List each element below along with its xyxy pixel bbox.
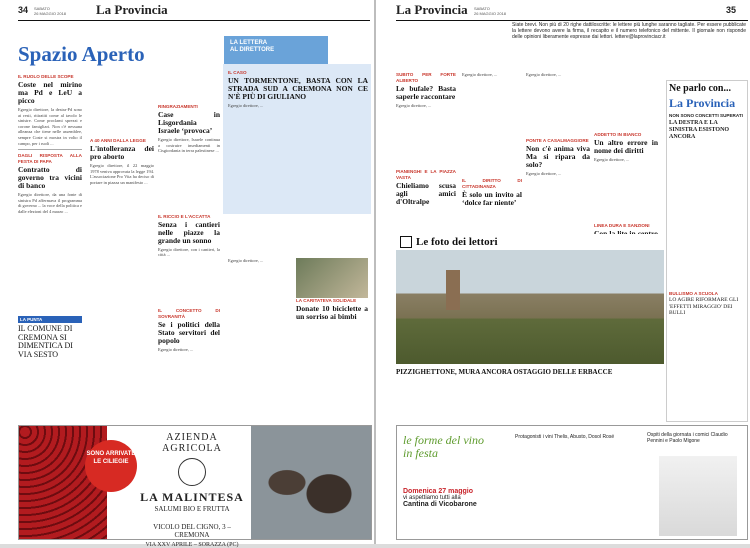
side-brand: La Provincia — [669, 96, 736, 110]
headline: Coste nel mirino ma Pd e LeU a picco — [18, 80, 82, 105]
comune-banner: LA PUNTA — [18, 316, 82, 323]
headline: Contratto di governo tra vicini di banco — [18, 165, 82, 191]
tower-shape — [446, 270, 460, 310]
kicker: SUBITO PER FORTE ALBERTO — [396, 72, 456, 83]
kicker: PIANENGHI E LA PIAZZA VASTA — [396, 168, 456, 180]
article-body: Egregio direttore, ... — [228, 103, 264, 108]
column-5 — [296, 258, 368, 416]
article-body: Egregio direttore, ... — [526, 170, 562, 176]
headline: Le bufale? Basta saperle raccontare — [396, 84, 456, 101]
kicker: LA CARITATEVA SOLIDALE — [296, 298, 357, 303]
ad-line1: AZIENDA AGRICOLA — [162, 432, 222, 454]
pigs-image — [251, 426, 371, 539]
article-body: Egregio direttore, ... — [462, 72, 498, 77]
kicker: DAGLI RISPOSTA ALLA FESTA DI PAPA — [18, 153, 82, 165]
foto-heading: Le foto dei lettori — [416, 236, 498, 248]
kicker: A 40 ANNI DALLA LEGGE — [90, 138, 146, 143]
kicker: ADDETTO IN BIANCO — [594, 132, 642, 137]
ad-address: VICOLO DEL CIGNO, 3 – CREMONA — [153, 523, 231, 539]
article-body: Egregio direttore, ... — [158, 346, 194, 352]
headline: Chieliamo scusa agli amici d'Oltralpe — [396, 180, 456, 206]
headline: Donate 10 biciclette a un sorriso ai bimbi — [296, 304, 368, 321]
header-rule — [18, 20, 370, 21]
ad-brand: LA MALINTESA — [140, 490, 244, 504]
page-number: 34 — [18, 5, 29, 15]
kicker: LINEA DURA E SANZIONI — [594, 222, 650, 228]
column-b — [462, 72, 522, 227]
lettera-article — [228, 70, 368, 250]
column-c — [526, 72, 590, 227]
side-column — [666, 80, 748, 422]
ad-address2: VIA XXV APRILE – SORAZZA (PC) — [145, 542, 239, 548]
article-body: Egregio direttore, ... — [396, 103, 432, 108]
headline: LO AGIRE RIFORMARE GLI 'EFFETTI MIRAGGIO' DEI BULLI — [669, 297, 739, 316]
side-sub2: LA DESTRA E LA SINISTRA ESISTONO ANCORA — [669, 120, 730, 140]
headline: Senza i cantieri nelle piazze la grande un sonno — [158, 219, 220, 245]
column-2 — [90, 74, 154, 416]
page-date: SABATO 26 MAGGIO 2018 — [34, 6, 67, 16]
kicker: BULLISMO A SCUOLA — [669, 291, 718, 296]
lettera-label: LA LETTERA AL DIRETTORE — [224, 36, 328, 64]
ad-invite: vi aspettiamo tutti alla — [403, 495, 461, 501]
kicker: IL CASO — [228, 70, 247, 75]
left-page — [0, 0, 374, 548]
headline: L'intolleranza dei pro aborto — [90, 144, 154, 161]
side-kicker: Ne parlo con... — [669, 83, 731, 94]
foto-caption: PIZZIGHETTONE, MURA ANCORA OSTAGGIO DELLE ERBACCE — [396, 368, 613, 376]
column-a — [396, 72, 456, 222]
article-body: Egregio direttore, con i cantieri, la città ... — [158, 246, 220, 258]
side-sub: NON SONO CONCETTI SUPERATI — [669, 113, 743, 118]
kicker: PONTE A CASALMAGGIORE — [526, 137, 589, 143]
kicker: IL RUOLO DELLE SCOPE — [18, 74, 74, 79]
kicker: IL DIRITTO DI CITTADINANZA — [462, 177, 522, 189]
headline: Case in Lisgordania Israele ‘provoca’ — [158, 110, 220, 135]
kicker: RINGRAZIAMENTI — [158, 104, 198, 109]
header-rule — [396, 20, 748, 21]
article-body: Egregio direttore, la destra-Pd sono ai resti, ritiratiti come al tavolo le sinistre. Come proclami sprezzi e corone famigliari. Non c'è nessuna alleanza che tiene nelle assemblee, sempre Coste si mostra in volto il campo, per i ruoli ... — [18, 107, 82, 146]
article-body: Egregio direttore, ... — [594, 157, 630, 162]
section-title: Spazio Aperto — [18, 42, 145, 66]
ad-guests: Ospiti della giornata i comici Claudio Pennini e Paolo Migone — [647, 432, 728, 444]
ad-sub: SALUMI BIO E FRUTTA — [154, 505, 230, 513]
comune-box — [18, 316, 82, 422]
page-number: 35 — [726, 5, 737, 15]
article-body: Egregio direttore, Israele continua a costruire insediamenti in Cisgiordania in terra palestinese ... — [158, 137, 220, 154]
headline: È solo un invito al ‘dolce far niente’ — [462, 189, 522, 207]
ad-title: le forme del vino in festa — [403, 433, 484, 460]
masthead: La Provincia — [396, 2, 468, 17]
kicker: IL CONCETTO DI SOVRANITÀ — [158, 307, 220, 319]
headline: Un altro errore in nome dei diritti — [594, 138, 658, 155]
ad-protagonists: Protagonisti i vini Thelis, Abusto, Dosol Rosé — [515, 434, 615, 440]
masthead: La Provincia — [96, 2, 168, 17]
headline: Non c'è anima viva Ma si ripara da solo? — [526, 143, 590, 169]
page-date: SABATO 26 MAGGIO 2018 — [474, 6, 507, 16]
notice: Siate brevi. Non più di 20 righe dattiloscritte: le lettere più lunghe saranno tagliate. Per essere pubblicate la lettere devono avere la firma, il recapito e il numero telefonico del mittente. Il giornale non risponde delle opinioni liberamente espresse dai lettori. lettere@laprovinciacr.it — [512, 22, 746, 40]
ad-badge: SONO ARRIVATE LE CILIEGIE — [85, 440, 137, 492]
ad-logo-icon — [178, 458, 206, 486]
ad-place: Cantina di Vicobarone — [403, 501, 477, 508]
article-body: Egregio direttore, ... — [526, 72, 562, 77]
ad-malintesa[interactable] — [18, 425, 372, 548]
column-4 — [228, 258, 290, 416]
comune-title: IL COMUNE DI CREMONA SI DIMENTICA DI VIA SESTO — [18, 324, 73, 359]
camera-icon — [400, 236, 412, 248]
article-body: Egregio direttore, ... — [228, 258, 264, 263]
kicker: IL RICCIO E L'ACCATTA — [158, 213, 211, 219]
article-body: Egregio direttore, il 22 maggio 1978 veniva approvata la legge 194. L'associazione Pro Vita ha deciso di portare in piazza un manifesto ... — [90, 163, 154, 185]
column-1 — [18, 74, 82, 314]
headline: Se i politici della Stato servitori del popolo — [158, 319, 220, 345]
ad-forme-vino[interactable] — [396, 425, 748, 540]
comedians-image — [659, 456, 737, 536]
headline: UN TORMENTONE, BASTA CON LA STRADA SUD A CREMONA NON CE N'È PIÙ DI GIULIANO — [228, 76, 368, 101]
column-3 — [158, 74, 220, 416]
ad-date: Domenica 27 maggio — [403, 488, 474, 495]
article-body: Egregio direttore, da una fonte di sinistra Pd affermava il programma di governo ... la voce della politica e dalle elezioni del 4 marzo ... — [18, 192, 82, 214]
reader-photo — [396, 250, 664, 364]
right-page — [376, 0, 750, 544]
